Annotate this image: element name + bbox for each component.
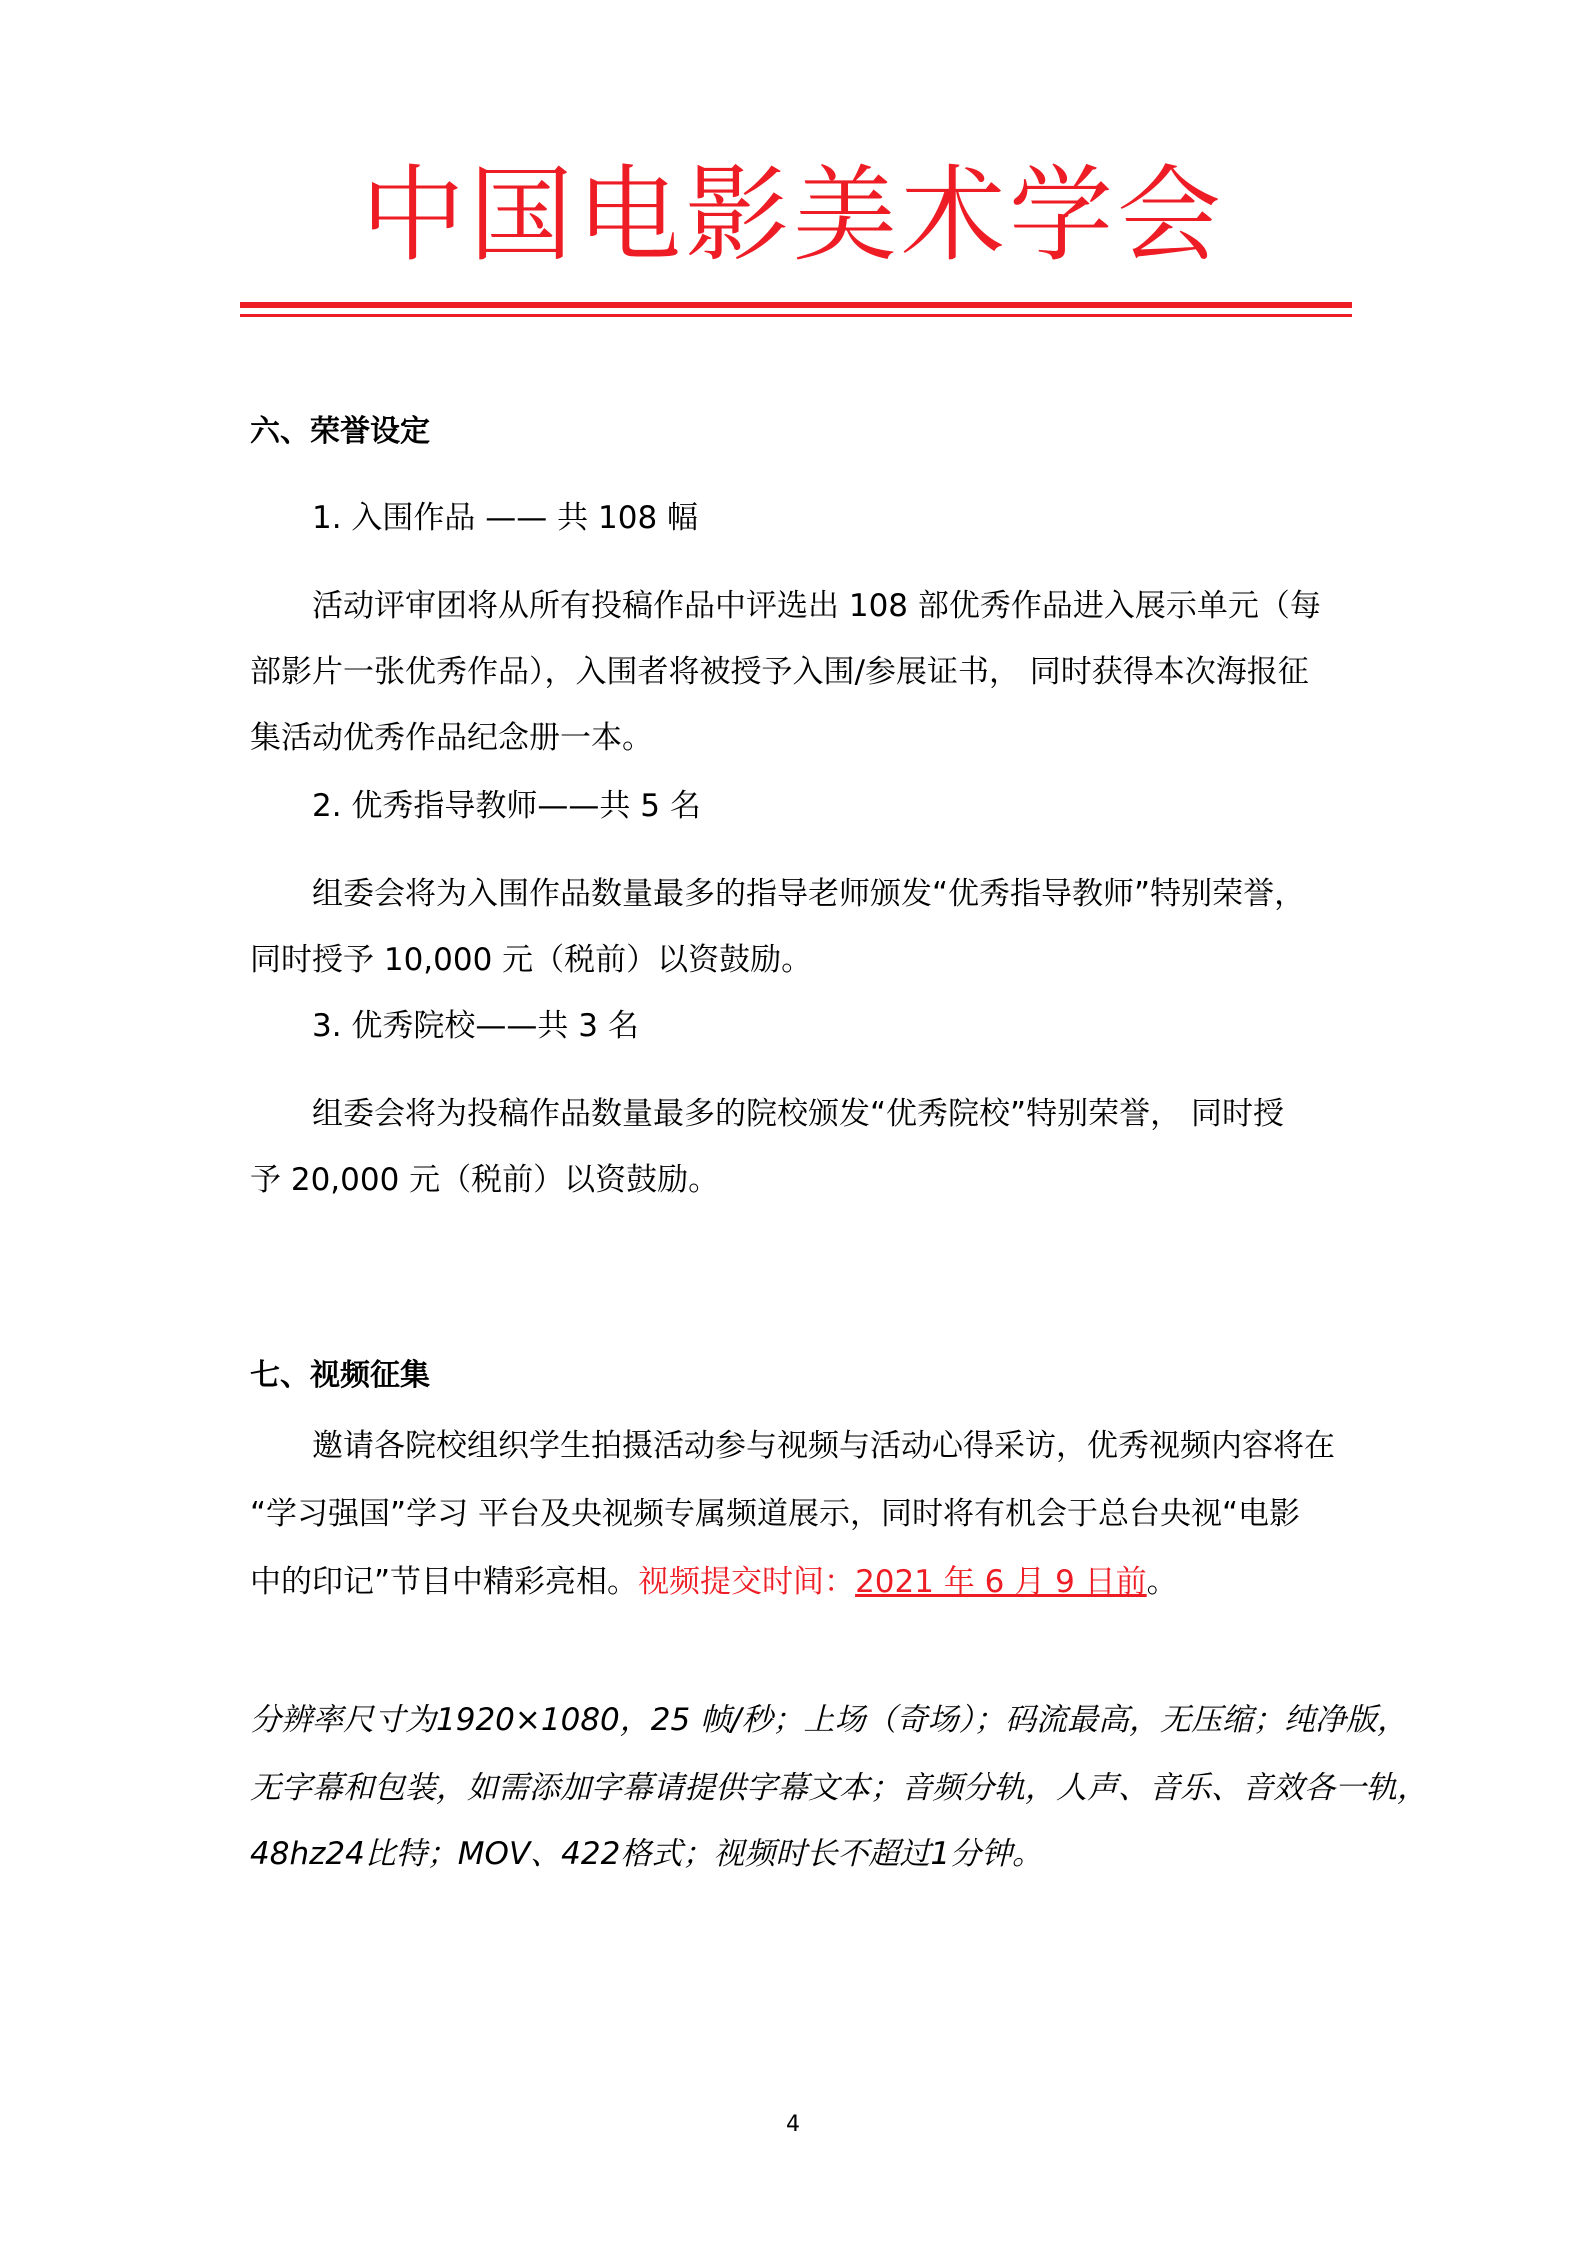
letterhead-title: 中国电影美术学会 — [360, 154, 1225, 276]
honor-item-1-desc-line-1: 活动评审团将从所有投稿作品中评选出 108 部优秀作品进入展示单元（每 — [312, 588, 1321, 624]
section-heading-honors: 六、荣誉设定 — [250, 414, 430, 449]
letterhead-rule-thick — [240, 302, 1352, 308]
honor-item-1-title: 1. 入围作品 —— 共 108 幅 — [312, 500, 699, 536]
honor-item-1-desc-line-2: 部影片一张优秀作品），入围者将被授予入围/参展证书， 同时获得本次海报征 — [250, 654, 1309, 690]
section-heading-video: 七、视频征集 — [250, 1358, 430, 1393]
honor-item-3-desc-line-2: 予 20,000 元（税前）以资鼓励。 — [250, 1162, 720, 1198]
video-para-line-3-text: 中的印记”节目中精彩亮相。 — [250, 1564, 639, 1600]
video-spec-line-1: 分辨率尺寸为1920×1080，25 帧/秒；上场（奇场）；码流最高，无压缩；纯净版， — [250, 1702, 1409, 1738]
honor-item-2-desc-line-2: 同时授予 10,000 元（税前）以资鼓励。 — [250, 942, 813, 978]
video-spec-line-2: 无字幕和包装，如需添加字幕请提供字幕文本；音频分轨，人声、音乐、音效各一轨， — [250, 1770, 1428, 1806]
honor-item-2-title: 2. 优秀指导教师——共 5 名 — [312, 788, 701, 824]
honor-item-2-desc-line-1: 组委会将为入围作品数量最多的指导老师颁发“优秀指导教师”特别荣誉， — [312, 876, 1306, 912]
deadline-date: 2021 年 6 月 9 日前 — [855, 1564, 1147, 1600]
honor-item-3-desc-line-1: 组委会将为投稿作品数量最多的院校颁发“优秀院校”特别荣誉， 同时授 — [312, 1096, 1284, 1132]
honor-item-1-desc-line-3: 集活动优秀作品纪念册一本。 — [250, 720, 653, 756]
video-para-line-1: 邀请各院校组织学生拍摄活动参与视频与活动心得采访，优秀视频内容将在 — [312, 1428, 1335, 1464]
video-para-line-3 — [250, 1562, 1178, 1602]
video-spec-line-3: 48hz24比特；MOV、422格式；视频时长不超过1分钟。 — [250, 1836, 1044, 1872]
letterhead-rule-thin — [240, 314, 1352, 317]
video-para-line-2: “学习强国”学习 平台及央视频专属频道展示，同时将有机会于总台央视“电影 — [250, 1496, 1301, 1532]
honor-item-3-title: 3. 优秀院校——共 3 名 — [312, 1008, 639, 1044]
page-number: 4 — [786, 2112, 800, 2137]
deadline-label: 视频提交时间： — [638, 1564, 856, 1600]
video-para-end-punct: 。 — [1146, 1564, 1178, 1600]
